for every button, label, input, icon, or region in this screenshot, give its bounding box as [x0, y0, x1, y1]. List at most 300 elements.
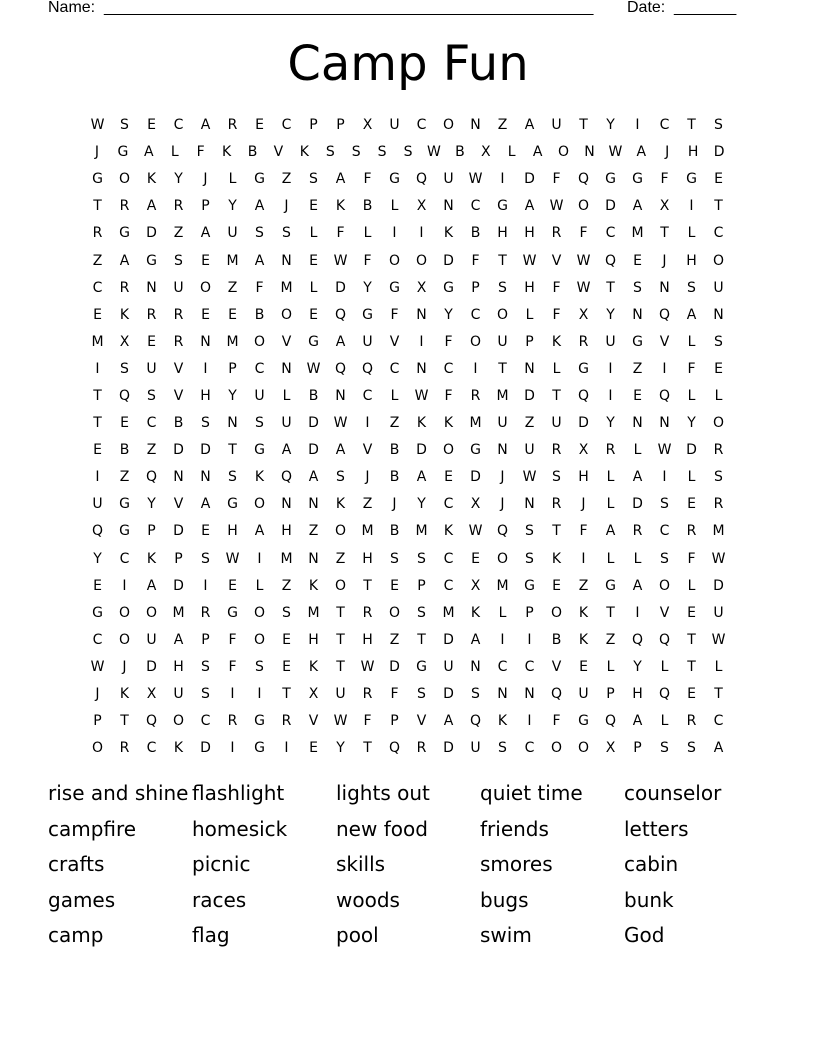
grid-letter: D: [308, 415, 319, 432]
grid-letter: N: [173, 469, 184, 486]
grid-row: [84, 247, 732, 274]
grid-letter: G: [254, 171, 265, 188]
grid-letter: T: [282, 686, 291, 703]
grid-letter: Y: [606, 415, 615, 432]
grid-letter: T: [363, 740, 372, 757]
grid-letter: V: [173, 496, 184, 513]
grid-letter: A: [686, 306, 697, 323]
grid-letter: U: [173, 686, 184, 703]
grid-letter: X: [146, 686, 157, 703]
grid-letter: A: [335, 171, 346, 188]
grid-letter: M: [280, 550, 293, 567]
word-list-item: new food: [336, 816, 428, 841]
grid-letter: R: [632, 523, 643, 540]
grid-letter: S: [403, 144, 413, 161]
grid-letter: T: [687, 631, 696, 648]
grid-letter: K: [335, 496, 346, 513]
grid-row: [84, 654, 732, 681]
grid-letter: T: [363, 577, 372, 594]
grid-letter: S: [282, 225, 291, 242]
grid-letter: M: [280, 279, 293, 296]
grid-letter: Y: [606, 306, 615, 323]
grid-letter: T: [498, 360, 507, 377]
grid-letter: P: [228, 360, 237, 377]
grid-letter: S: [660, 740, 669, 757]
grid-letter: S: [309, 171, 318, 188]
grid-letter: X: [416, 198, 427, 215]
grid-letter: O: [577, 740, 590, 757]
grid-letter: L: [714, 387, 723, 404]
grid-letter: L: [687, 469, 696, 486]
grid-letter: Z: [173, 225, 184, 242]
grid-letter: K: [443, 415, 454, 432]
grid-letter: U: [443, 171, 454, 188]
grid-letter: A: [308, 469, 319, 486]
grid-letter: S: [660, 550, 669, 567]
grid-letter: G: [254, 740, 265, 757]
grid-letter: S: [687, 279, 696, 296]
grid-letter: D: [443, 686, 454, 703]
grid-letter: I: [662, 360, 667, 377]
page-title: Camp Fun: [287, 36, 529, 92]
grid-letter: O: [712, 415, 725, 432]
grid-letter: B: [455, 144, 465, 161]
grid-letter: G: [308, 333, 319, 350]
grid-row: [84, 410, 732, 437]
grid-letter: L: [714, 658, 723, 675]
grid-letter: T: [687, 658, 696, 675]
grid-letter: U: [551, 117, 562, 134]
grid-letter: A: [335, 333, 346, 350]
grid-letter: A: [200, 117, 211, 134]
grid-letter: H: [497, 225, 508, 242]
grid-letter: L: [390, 198, 399, 215]
grid-letter: Y: [606, 117, 615, 134]
word-list-item: letters: [624, 816, 689, 841]
grid-letter: A: [713, 740, 724, 757]
grid-letter: R: [200, 604, 211, 621]
grid-letter: J: [95, 686, 100, 703]
grid-letter: U: [389, 117, 400, 134]
grid-letter: S: [255, 225, 264, 242]
grid-letter: K: [254, 469, 265, 486]
grid-letter: S: [417, 604, 426, 621]
grid-letter: K: [299, 144, 309, 161]
grid-letter: W: [576, 279, 591, 296]
grid-letter: N: [281, 360, 292, 377]
grid-letter: S: [417, 550, 426, 567]
grid-letter: S: [498, 279, 507, 296]
grid-letter: N: [632, 415, 643, 432]
grid-letter: Y: [417, 496, 426, 513]
grid-letter: F: [363, 713, 372, 730]
header: [48, 0, 748, 20]
grid-letter: L: [687, 577, 696, 594]
grid-letter: E: [687, 686, 696, 703]
grid-letter: U: [146, 360, 157, 377]
grid-letter: C: [389, 360, 400, 377]
grid-letter: P: [309, 117, 318, 134]
grid-letter: S: [471, 686, 480, 703]
grid-letter: L: [606, 469, 615, 486]
grid-letter: E: [282, 631, 291, 648]
grid-row: [84, 166, 732, 193]
grid-letter: F: [552, 171, 561, 188]
word-list-item: cabin: [624, 852, 679, 876]
grid-letter: D: [524, 387, 535, 404]
grid-letter: T: [714, 686, 723, 703]
grid-letter: H: [200, 387, 211, 404]
grid-letter: V: [273, 144, 284, 161]
grid-letter: M: [631, 225, 644, 242]
grid-letter: K: [551, 550, 562, 567]
grid-letter: F: [390, 306, 399, 323]
grid-letter: O: [172, 713, 185, 730]
grid-letter: S: [120, 117, 129, 134]
grid-letter: X: [470, 577, 481, 594]
grid-letter: N: [227, 415, 238, 432]
grid-letter: I: [527, 713, 532, 730]
grid-letter: F: [196, 144, 205, 161]
grid-letter: A: [632, 577, 643, 594]
grid-letter: Q: [145, 469, 158, 486]
grid-letter: R: [362, 604, 373, 621]
grid-letter: L: [498, 604, 507, 621]
grid-letter: C: [443, 360, 454, 377]
grid-letter: Q: [361, 360, 374, 377]
grid-letter: S: [336, 469, 345, 486]
grid-letter: E: [309, 198, 318, 215]
grid-letter: I: [257, 550, 262, 567]
word-list-item: camp: [48, 923, 104, 947]
grid-letter: M: [226, 252, 239, 269]
grid-letter: Z: [281, 577, 292, 594]
grid-letter: K: [443, 225, 454, 242]
grid-letter: E: [255, 117, 264, 134]
grid-letter: F: [552, 306, 561, 323]
grid-letter: S: [417, 686, 426, 703]
grid-letter: W: [427, 144, 441, 161]
grid-letter: G: [605, 577, 616, 594]
grid-letter: Y: [228, 387, 237, 404]
grid-letter: K: [119, 686, 130, 703]
grid-letter: L: [282, 387, 291, 404]
grid-letter: N: [524, 496, 535, 513]
grid-letter: O: [415, 252, 428, 269]
grid-letter: Z: [335, 550, 346, 567]
grid-letter: P: [336, 117, 345, 134]
word-list-item: bunk: [624, 887, 674, 912]
grid-letter: R: [227, 713, 238, 730]
grid-letter: M: [442, 604, 455, 621]
grid-letter: U: [254, 387, 265, 404]
grid-letter: O: [558, 144, 570, 161]
grid-letter: A: [146, 198, 157, 215]
grid-letter: O: [388, 604, 401, 621]
grid-letter: U: [173, 279, 184, 296]
grid-letter: T: [660, 225, 669, 242]
grid-letter: P: [147, 523, 156, 540]
grid-letter: C: [281, 117, 292, 134]
grid-letter: B: [389, 523, 400, 540]
grid-letter: A: [632, 469, 643, 486]
grid-letter: R: [362, 686, 373, 703]
grid-letter: H: [227, 523, 238, 540]
grid-letter: Q: [658, 686, 671, 703]
grid-letter: T: [93, 415, 102, 432]
grid-letter: Y: [147, 496, 156, 513]
grid-letter: T: [336, 658, 345, 675]
grid-letter: N: [416, 360, 427, 377]
grid-letter: Z: [578, 577, 589, 594]
grid-letter: E: [147, 117, 156, 134]
grid-letter: L: [687, 333, 696, 350]
grid-letter: I: [95, 469, 100, 486]
grid-letter: E: [552, 577, 561, 594]
grid-letter: G: [497, 198, 508, 215]
grid-letter: I: [230, 686, 235, 703]
grid-letter: F: [255, 279, 264, 296]
grid-letter: A: [524, 198, 535, 215]
grid-letter: E: [282, 658, 291, 675]
grid-letter: O: [199, 279, 212, 296]
grid-letter: W: [333, 415, 348, 432]
grid-row: [84, 437, 732, 464]
grid-letter: J: [392, 496, 397, 513]
grid-letter: C: [713, 225, 724, 242]
grid-letter: I: [95, 360, 100, 377]
grid-letter: T: [714, 198, 723, 215]
grid-letter: O: [577, 198, 590, 215]
grid-letter: W: [360, 658, 375, 675]
grid-row: [84, 681, 732, 708]
grid-letter: B: [551, 631, 562, 648]
grid-letter: J: [203, 171, 208, 188]
grid-letter: D: [173, 442, 184, 459]
grid-letter: U: [362, 333, 373, 350]
grid-letter: V: [281, 333, 292, 350]
grid-letter: A: [254, 198, 265, 215]
grid-letter: I: [257, 686, 262, 703]
grid-letter: M: [496, 577, 509, 594]
grid-letter: P: [633, 740, 642, 757]
grid-letter: Q: [118, 387, 131, 404]
grid-letter: M: [415, 523, 428, 540]
grid-letter: W: [522, 469, 537, 486]
grid-letter: R: [227, 117, 238, 134]
grid-letter: V: [659, 333, 670, 350]
grid-letter: R: [119, 279, 130, 296]
grid-letter: N: [146, 279, 157, 296]
grid-letter: E: [201, 523, 210, 540]
grid-letter: H: [687, 144, 699, 161]
grid-letter: E: [201, 252, 210, 269]
grid-letter: E: [633, 252, 642, 269]
grid-letter: D: [173, 577, 184, 594]
grid-letter: C: [200, 713, 211, 730]
grid-letter: E: [120, 415, 129, 432]
grid-row: [84, 302, 732, 329]
grid-letter: S: [633, 279, 642, 296]
grid-letter: P: [174, 550, 183, 567]
grid-letter: G: [117, 144, 129, 161]
grid-letter: M: [226, 333, 239, 350]
grid-letter: S: [660, 496, 669, 513]
grid-letter: S: [377, 144, 387, 161]
grid-letter: P: [606, 686, 615, 703]
grid-letter: Y: [336, 740, 345, 757]
grid-letter: G: [524, 577, 535, 594]
grid-letter: F: [363, 252, 372, 269]
grid-letter: N: [443, 198, 454, 215]
grid-letter: A: [443, 713, 454, 730]
grid-letter: A: [254, 252, 265, 269]
grid-letter: J: [122, 658, 127, 675]
grid-letter: L: [606, 496, 615, 513]
name-label: Name:: [48, 0, 96, 16]
grid-letter: E: [309, 740, 318, 757]
grid-letter: W: [225, 550, 240, 567]
grid-letter: O: [118, 604, 131, 621]
grid-letter: R: [470, 387, 481, 404]
grid-letter: D: [200, 740, 211, 757]
grid-letter: Z: [281, 171, 292, 188]
grid-letter: R: [416, 740, 427, 757]
grid-letter: N: [308, 496, 319, 513]
word-list-item: campfire: [48, 816, 137, 841]
grid-letter: S: [525, 523, 534, 540]
grid-letter: G: [146, 252, 157, 269]
grid-letter: O: [496, 550, 509, 567]
grid-letter: K: [416, 415, 427, 432]
grid-letter: W: [468, 523, 483, 540]
grid-letter: S: [201, 686, 210, 703]
grid-letter: Z: [389, 415, 400, 432]
grid-letter: I: [122, 577, 127, 594]
grid-letter: U: [146, 631, 157, 648]
grid-letter: Y: [444, 306, 453, 323]
grid-letter: O: [469, 333, 482, 350]
grid-letter: G: [227, 496, 238, 513]
grid-letter: K: [551, 333, 562, 350]
grid-letter: C: [470, 306, 481, 323]
word-list-item: flashlight: [192, 781, 285, 805]
grid-letter: O: [496, 306, 509, 323]
grid-row: [84, 193, 732, 220]
grid-letter: Q: [496, 523, 509, 540]
grid-letter: K: [578, 631, 589, 648]
grid-letter: C: [92, 631, 103, 648]
grid-letter: X: [659, 198, 670, 215]
grid-letter: D: [389, 658, 400, 675]
grid-letter: Q: [550, 686, 563, 703]
grid-letter: G: [470, 442, 481, 459]
grid-letter: N: [497, 686, 508, 703]
grid-letter: B: [308, 387, 319, 404]
grid-letter: C: [146, 740, 157, 757]
grid-letter: O: [712, 252, 725, 269]
grid-letter: D: [524, 171, 535, 188]
grid-letter: N: [659, 279, 670, 296]
grid-letter: G: [362, 306, 373, 323]
word-list-item: smores: [480, 852, 553, 876]
grid-letter: I: [500, 171, 505, 188]
grid-letter: Q: [334, 360, 347, 377]
grid-letter: M: [172, 604, 185, 621]
word-search-grid: [84, 112, 732, 762]
grid-letter: X: [416, 279, 427, 296]
grid-letter: O: [253, 333, 266, 350]
grid-letter: G: [227, 604, 238, 621]
grid-letter: U: [605, 333, 616, 350]
grid-letter: J: [365, 469, 370, 486]
grid-letter: E: [147, 333, 156, 350]
grid-letter: C: [92, 279, 103, 296]
grid-letter: U: [578, 686, 589, 703]
grid-letter: R: [173, 198, 184, 215]
grid-letter: K: [443, 523, 454, 540]
grid-letter: Q: [577, 171, 590, 188]
grid-letter: B: [173, 415, 184, 432]
grid-letter: Q: [280, 469, 293, 486]
grid-letter: I: [662, 469, 667, 486]
grid-letter: L: [687, 387, 696, 404]
word-list-item: games: [48, 887, 116, 912]
grid-row: [84, 220, 732, 247]
grid-letter: Z: [308, 523, 319, 540]
grid-letter: V: [551, 658, 562, 675]
grid-letter: K: [497, 713, 508, 730]
grid-letter: P: [525, 333, 534, 350]
grid-letter: H: [632, 686, 643, 703]
grid-letter: S: [120, 360, 129, 377]
grid-letter: W: [333, 713, 348, 730]
grid-letter: X: [578, 442, 589, 459]
grid-letter: O: [442, 442, 455, 459]
grid-letter: T: [579, 117, 588, 134]
grid-row: [84, 383, 732, 410]
grid-letter: R: [713, 496, 724, 513]
grid-letter: F: [552, 279, 561, 296]
grid-letter: C: [713, 713, 724, 730]
word-list-item: God: [624, 923, 665, 947]
grid-letter: L: [660, 713, 669, 730]
grid-row: [84, 600, 732, 627]
grid-letter: A: [632, 198, 643, 215]
grid-letter: C: [416, 117, 427, 134]
grid-letter: G: [605, 171, 616, 188]
grid-letter: R: [173, 306, 184, 323]
grid-letter: B: [119, 442, 130, 459]
grid-letter: S: [174, 252, 183, 269]
grid-letter: F: [390, 686, 399, 703]
grid-letter: I: [689, 198, 694, 215]
grid-row: [84, 491, 732, 518]
grid-letter: R: [686, 523, 697, 540]
grid-letter: B: [254, 306, 265, 323]
grid-letter: A: [632, 713, 643, 730]
grid-letter: A: [532, 144, 543, 161]
grid-letter: Z: [632, 360, 643, 377]
grid-letter: Q: [658, 631, 671, 648]
grid-letter: K: [146, 171, 157, 188]
grid-letter: J: [500, 469, 505, 486]
grid-letter: N: [584, 144, 595, 161]
grid-letter: X: [470, 496, 481, 513]
grid-letter: I: [284, 740, 289, 757]
grid-letter: F: [579, 225, 588, 242]
grid-letter: H: [578, 469, 589, 486]
